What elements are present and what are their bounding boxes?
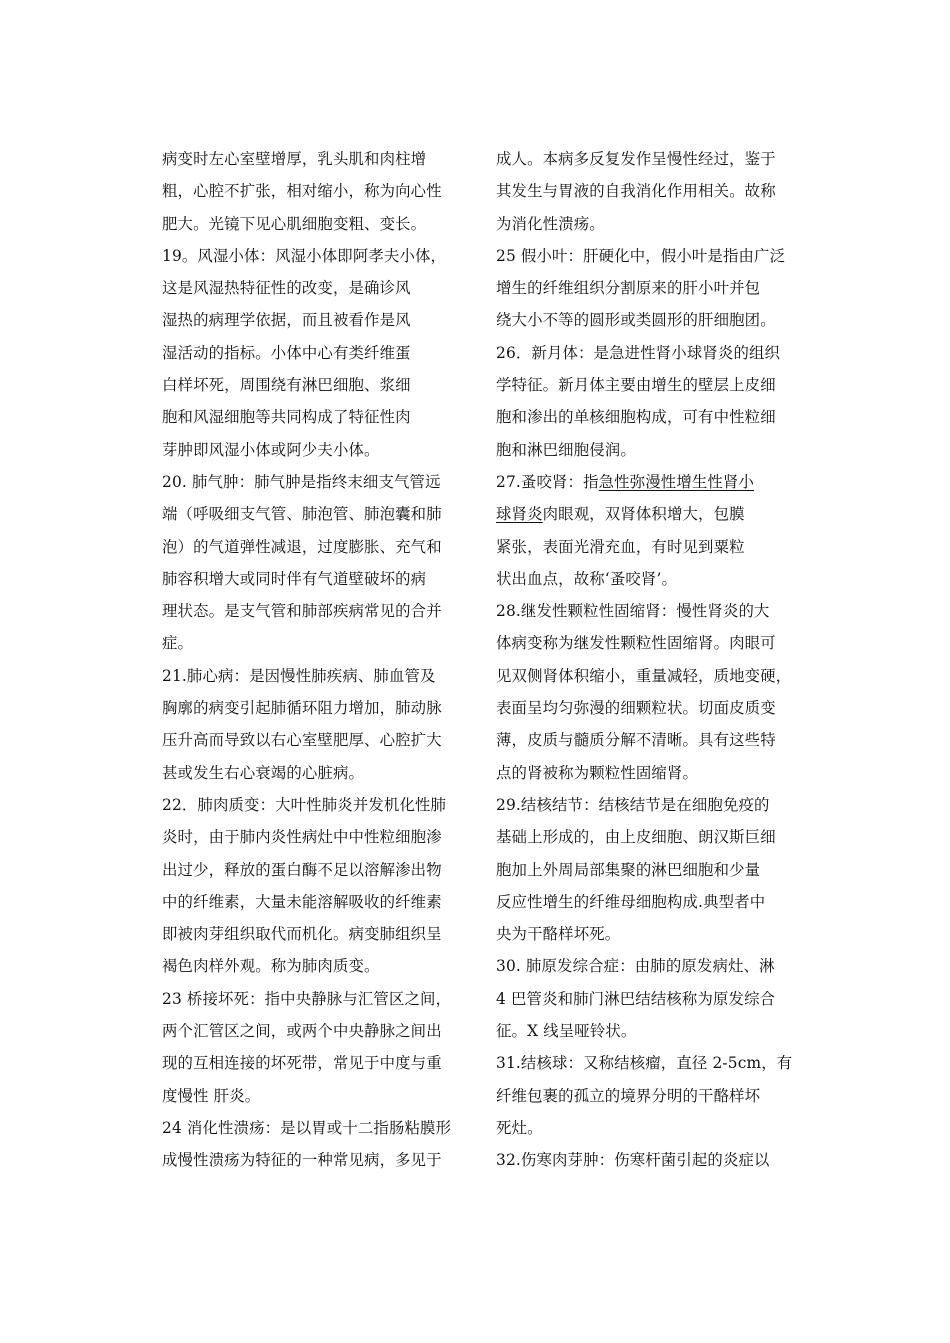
text-segment: 胞加上外周局部集聚的淋巴细胞和少量 xyxy=(496,860,761,879)
text-line xyxy=(162,531,462,563)
text-segment: 肺容积增大或同时伴有气道壁破坏的病 xyxy=(162,569,427,588)
text-segment: 征。X 线呈哑铃状。 xyxy=(496,1022,637,1041)
underlined-text: 球肾炎 xyxy=(496,505,543,524)
text-segment: 见双侧肾体积缩小，重量减轻，质地变硬， xyxy=(496,666,792,685)
text-line xyxy=(496,983,796,1015)
text-segment: 22．肺肉质变：大叶性肺炎并发机化性肺 xyxy=(162,795,447,814)
text-segment: 死灶。 xyxy=(496,1118,543,1137)
text-line xyxy=(496,627,796,659)
text-line xyxy=(496,531,796,563)
text-segment: 肉眼观，双肾体积增大，包膜 xyxy=(542,505,745,524)
text-segment: 反应性增生的纤维母细胞构成.典型者中 xyxy=(496,892,766,911)
text-segment: 28.继发性颗粒性固缩肾：慢性肾炎的大 xyxy=(496,602,770,621)
text-segment: 24 消化性溃疡：是以胃或十二指肠粘膜形 xyxy=(162,1118,452,1137)
text-segment: 这是风湿热特征性的改变，是确诊风 xyxy=(162,279,411,298)
text-segment: 30. 肺原发综合症：由肺的原发病灶、淋 xyxy=(496,957,775,976)
text-line xyxy=(496,854,796,886)
text-segment: 褐色肉样外观。称为肺肉质变。 xyxy=(162,957,380,976)
text-line xyxy=(162,434,462,466)
text-line xyxy=(496,498,796,530)
underlined-text: 急性弥漫性增生性肾小 xyxy=(598,472,755,491)
text-line xyxy=(162,692,462,724)
text-line xyxy=(162,1015,462,1047)
text-segment: 31.结核球：又称结核瘤，直径 2-5cm，有 xyxy=(496,1054,793,1073)
text-line xyxy=(162,143,462,175)
text-line xyxy=(162,950,462,982)
text-line xyxy=(162,1144,462,1176)
text-line xyxy=(162,757,462,789)
text-line xyxy=(162,854,462,886)
text-line xyxy=(496,208,796,240)
text-segment: 薄，皮质与髓质分解不清晰。具有这些特 xyxy=(496,731,776,750)
text-line xyxy=(496,434,796,466)
text-line xyxy=(496,918,796,950)
text-line xyxy=(496,369,796,401)
text-segment: 状出血点，故称‘蚤咬肾’。 xyxy=(496,569,678,588)
text-segment: 即被肉芽组织取代而机化。病变肺组织呈 xyxy=(162,925,442,944)
text-line xyxy=(496,563,796,595)
text-segment: 23 桥接坏死：指中央静脉与汇管区之间， xyxy=(162,989,452,1008)
text-segment: 压升高而导致以右心室壁肥厚、心腔扩大 xyxy=(162,731,442,750)
text-segment: 19。风湿小体：风湿小体即阿孝夫小体， xyxy=(162,246,447,265)
text-line xyxy=(496,724,796,756)
text-segment: 症。 xyxy=(162,634,194,653)
text-line xyxy=(496,143,796,175)
text-line xyxy=(162,1112,462,1144)
text-line xyxy=(162,983,462,1015)
text-segment: 胞和渗出的单核细胞构成，可有中性粒细 xyxy=(496,408,776,427)
text-line xyxy=(496,1112,796,1144)
text-segment: 学特征。新月体主要由增生的壁层上皮细 xyxy=(496,376,776,395)
text-line xyxy=(162,563,462,595)
text-segment: 29.结核结节：结核结节是在细胞免疫的 xyxy=(496,795,770,814)
text-segment: 27.蚤咬肾：指 xyxy=(496,472,599,491)
text-segment: 肥大。光镜下见心肌细胞变粗、变长。 xyxy=(162,214,427,233)
text-line xyxy=(162,595,462,627)
text-line xyxy=(162,886,462,918)
text-segment: 中的纤维素，大量未能溶解吸收的纤维素 xyxy=(162,892,442,911)
text-segment: 体病变称为继发性颗粒性固缩肾。肉眼可 xyxy=(496,634,776,653)
text-line xyxy=(162,208,462,240)
text-segment: 胞和淋巴细胞侵润。 xyxy=(496,440,636,459)
text-segment: 度慢性 肝炎。 xyxy=(162,1086,261,1105)
text-line xyxy=(162,337,462,369)
text-line xyxy=(496,304,796,336)
text-line xyxy=(162,1080,462,1112)
text-line xyxy=(162,466,462,498)
text-segment: 纤维包裹的孤立的境界分明的干酪样坏 xyxy=(496,1086,761,1105)
left-text-column xyxy=(162,143,462,1177)
text-segment: 表面呈均匀弥漫的细颗粒状。切面皮质变 xyxy=(496,699,776,718)
text-line xyxy=(162,789,462,821)
text-line xyxy=(162,660,462,692)
text-segment: 两个汇管区之间，或两个中央静脉之间出 xyxy=(162,1022,442,1041)
text-segment: 20. 肺气肿：肺气肿是指终末细支气管远 xyxy=(162,472,441,491)
text-segment: 炎时，由于肺内炎性病灶中中性粒细胞渗 xyxy=(162,828,442,847)
text-line xyxy=(496,337,796,369)
text-segment: 胸廓的病变引起肺循环阻力增加，肺动脉 xyxy=(162,699,442,718)
text-segment: 点的肾被称为颗粒性固缩肾。 xyxy=(496,763,699,782)
text-segment: 成人。本病多反复发作呈慢性经过，鉴于 xyxy=(496,150,776,168)
text-line xyxy=(496,886,796,918)
text-segment: 出过少，释放的蛋白酶不足以溶解渗出物 xyxy=(162,860,442,879)
text-segment: 理状态。是支气管和肺部疾病常见的合并 xyxy=(162,602,442,621)
text-line xyxy=(496,240,796,272)
text-segment: 白样坏死，周围绕有淋巴细胞、浆细 xyxy=(162,376,411,395)
text-line xyxy=(496,660,796,692)
text-line xyxy=(162,401,462,433)
text-line xyxy=(162,369,462,401)
text-segment: 湿活动的指标。小体中心有类纤维蛋 xyxy=(162,343,411,362)
text-line xyxy=(496,401,796,433)
text-segment: 央为干酪样坏死。 xyxy=(496,925,621,944)
text-segment: 其发生与胃液的自我消化作用相关。故称 xyxy=(496,182,776,201)
text-line xyxy=(162,821,462,853)
text-line xyxy=(162,1047,462,1079)
text-line xyxy=(496,272,796,304)
text-line xyxy=(496,789,796,821)
text-segment: 增生的纤维组织分割原来的肝小叶并包 xyxy=(496,279,761,298)
text-segment: 32.伤寒肉芽肿：伤寒杆菌引起的炎症以 xyxy=(496,1151,770,1170)
text-line xyxy=(496,1144,796,1176)
text-segment: 21.肺心病：是因慢性肺疾病、肺血管及 xyxy=(162,666,436,685)
text-line xyxy=(162,272,462,304)
text-segment: 芽肿即风湿小体或阿少夫小体。 xyxy=(162,440,380,459)
text-line xyxy=(496,757,796,789)
text-segment: 湿热的病理学依据，而且被看作是风 xyxy=(162,311,411,330)
text-line xyxy=(162,918,462,950)
text-segment: 泡）的气道弹性减退，过度膨胀、充气和 xyxy=(162,537,442,556)
text-segment: 现的互相连接的坏死带，常见于中度与重 xyxy=(162,1054,442,1073)
text-line xyxy=(496,175,796,207)
right-text-column xyxy=(496,143,796,1177)
text-line xyxy=(496,1080,796,1112)
text-line xyxy=(496,821,796,853)
text-line xyxy=(496,595,796,627)
text-segment: 端（呼吸细支气管、肺泡管、肺泡囊和肺 xyxy=(162,505,442,524)
text-line xyxy=(496,1015,796,1047)
text-line xyxy=(496,950,796,982)
text-segment: 4 巴管炎和肺门淋巴结结核称为原发综合 xyxy=(496,989,776,1008)
text-line xyxy=(162,175,462,207)
text-line xyxy=(162,498,462,530)
text-line xyxy=(496,466,796,498)
text-line xyxy=(162,304,462,336)
text-segment: 25 假小叶：肝硬化中，假小叶是指由广泛 xyxy=(496,246,786,265)
text-line xyxy=(162,724,462,756)
text-segment: 病变时左心室壁增厚，乳头肌和肉柱增 xyxy=(162,150,427,168)
text-segment: 胞和风湿细胞等共同构成了特征性肉 xyxy=(162,408,411,427)
text-line xyxy=(162,627,462,659)
text-line xyxy=(496,1047,796,1079)
text-segment: 绕大小不等的圆形或类圆形的肝细胞团。 xyxy=(496,311,776,330)
text-segment: 26．新月体：是急进性肾小球肾炎的组织 xyxy=(496,343,781,362)
text-segment: 粗，心腔不扩张，相对缩小，称为向心性 xyxy=(162,182,442,201)
text-segment: 甚或发生右心衰竭的心脏病。 xyxy=(162,763,365,782)
text-segment: 成慢性溃疡为特征的一种常见病，多见于 xyxy=(162,1151,442,1170)
text-segment: 基础上形成的，由上皮细胞、朗汉斯巨细 xyxy=(496,828,776,847)
text-segment: 紧张，表面光滑充血，有时见到粟粒 xyxy=(496,537,745,556)
text-segment: 为消化性溃疡。 xyxy=(496,214,605,233)
text-line xyxy=(496,692,796,724)
text-line xyxy=(162,240,462,272)
